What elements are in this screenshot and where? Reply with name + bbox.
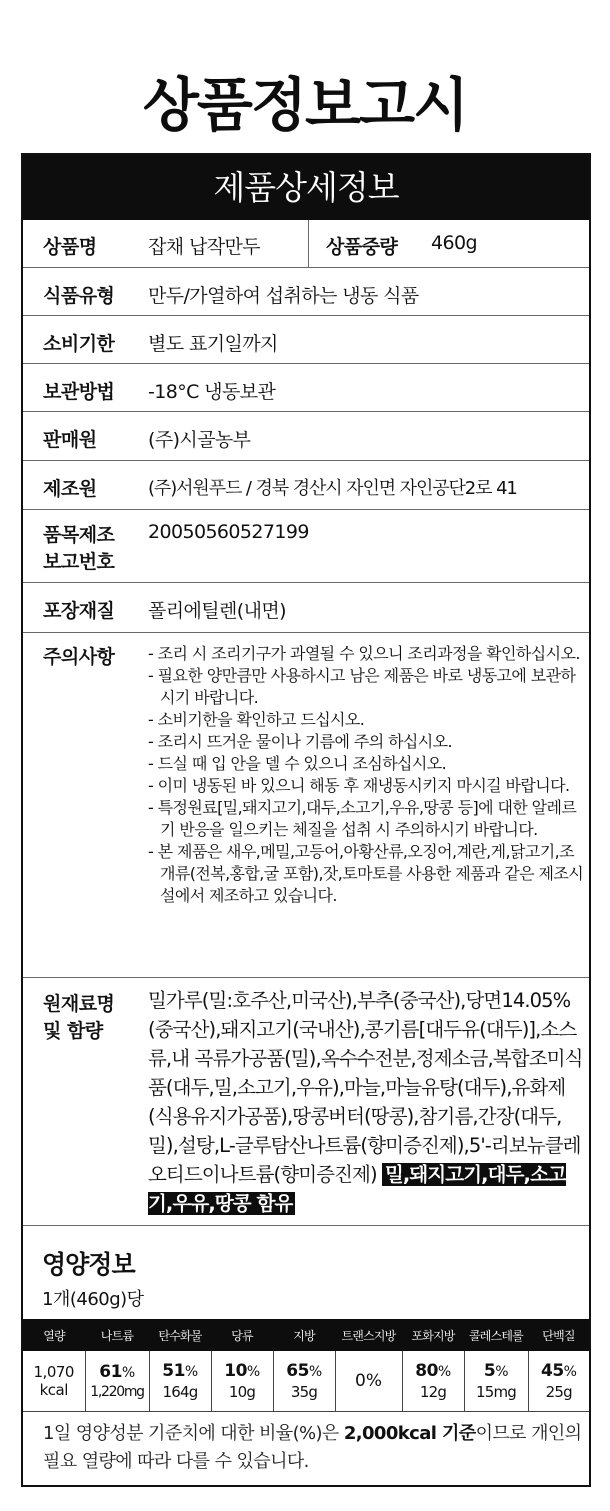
caution-item: - 소비기한을 확인하고 드십시오. bbox=[148, 710, 365, 729]
nutrition-table bbox=[23, 1319, 589, 1412]
caution-item: - 필요한 양만큼만 사용하시고 남은 제품은 바로 냉동고에 보관하시기 바랍니다. bbox=[148, 666, 576, 707]
nutrition-header-sat-fat: 포화지방 bbox=[402, 1319, 464, 1351]
expiry-value: 별도 표기일까지 bbox=[148, 333, 278, 355]
nutrition-header-energy: 열량 bbox=[23, 1319, 85, 1351]
row-product-name bbox=[23, 220, 589, 268]
seller-label: 판매원 bbox=[43, 429, 97, 451]
weight-value: 460g bbox=[431, 232, 477, 254]
row-storage bbox=[23, 364, 589, 412]
row-ingredients bbox=[23, 978, 589, 1215]
ingredients-label-line2: 및 함량 bbox=[43, 1020, 103, 1042]
ingredients-label-line1: 원재료명 bbox=[43, 993, 115, 1015]
nutrition-header-fat: 지방 bbox=[273, 1319, 335, 1351]
energy-unit: kcal bbox=[39, 1380, 68, 1399]
report-number-label-line1: 품목제조 bbox=[43, 524, 115, 546]
caution-item: - 이미 냉동된 바 있으니 해동 후 재냉동시키지 마시길 바랍니다. bbox=[148, 776, 570, 795]
nutrition-header-trans-fat: 트랜스지방 bbox=[335, 1319, 402, 1351]
percent-sign: % bbox=[184, 1363, 198, 1380]
sat-fat-pct: 80 bbox=[415, 1360, 438, 1381]
manufacturer-label: 제조원 bbox=[43, 478, 97, 500]
ingredients-list: 밀가루(밀:호주산,미국산),부추(중국산),당면14.05%(중국산),돼지고기(국내산),콩기름[대두유(대두)],소스류,내 곡류가공품(밀),옥수수전분,정제소금,복합조미식품(대두,밀,소고기,우유),마늘,마늘유탕(대두),유화제(식용유지가공품),땅콩버터(땅콩),참기름,간장(대두,밀),설탕,L-글루탐산나트륨(향미증진제),5'-리보뉴클레오티드이나트륨(향미증진제) bbox=[148, 989, 583, 1186]
percent-sign: % bbox=[437, 1363, 451, 1380]
seller-value: (주)시골농부 bbox=[148, 429, 251, 451]
food-type-label: 식품유형 bbox=[43, 285, 115, 307]
nutrition-cell-cholesterol bbox=[464, 1351, 528, 1411]
caution-item: - 본 제품은 새우,메밀,고등어,아황산류,오징어,계란,게,닭고기,조개류(전복,홍합,굴 포함),잣,토마토를 사용한 제품과 같은 제조시설에서 제조하고 있습니다. bbox=[148, 842, 584, 905]
nutrition-footnote bbox=[43, 1420, 588, 1476]
sodium-pct: 61 bbox=[99, 1361, 122, 1382]
row-packaging bbox=[23, 583, 589, 633]
ingredients-text bbox=[148, 986, 588, 1218]
caution-item: - 조리시 뜨거운 물이나 기름에 주의 하십시오. bbox=[148, 732, 452, 751]
page-title: 상품정보고시 bbox=[142, 71, 468, 139]
nutrition-cell-energy bbox=[23, 1351, 85, 1411]
footnote-text-post: 이므로 개인의 필요 열량에 따라 다를 수 있습니다. bbox=[43, 1423, 582, 1472]
nutrition-title: 영양정보 bbox=[42, 1250, 135, 1279]
caution-item: - 특정원료[밀,돼지고기,대두,소고기,우유,땅콩 등]에 대한 알레르기 반응을 일으키는 체질을 섭취 시 주의하시기 바랍니다. bbox=[148, 798, 577, 839]
food-type-value: 만두/가열하여 섭취하는 냉동 식품 bbox=[148, 285, 419, 307]
allergen-notice: 밀,돼지고기,대두,소고기,우유,땅콩 함유 bbox=[148, 1163, 566, 1215]
row-divider bbox=[308, 220, 309, 267]
report-number-value: 20050560527199 bbox=[148, 521, 309, 543]
percent-sign: % bbox=[121, 1364, 135, 1381]
product-name-value: 잡채 납작만두 bbox=[148, 236, 260, 258]
sugars-pct: 10 bbox=[224, 1360, 247, 1381]
percent-sign: % bbox=[495, 1363, 509, 1380]
storage-label: 보관방법 bbox=[43, 381, 115, 403]
cautions-list bbox=[148, 643, 588, 907]
row-expiry bbox=[23, 316, 589, 364]
packaging-label: 포장재질 bbox=[43, 600, 115, 622]
percent-sign: % bbox=[563, 1363, 577, 1380]
row-cautions bbox=[23, 633, 589, 978]
product-info-table bbox=[21, 153, 591, 1487]
report-number-label-line2: 보고번호 bbox=[43, 551, 115, 573]
nutrition-header-cholesterol: 콜레스테롤 bbox=[464, 1319, 528, 1351]
manufacturer-value: (주)서원푸드 / 경북 경산시 자인면 자인공단2로 41 bbox=[148, 478, 517, 499]
packaging-value: 폴리에틸렌(내면) bbox=[148, 600, 286, 622]
fat-amount: 35g bbox=[290, 1382, 318, 1401]
caution-item: - 드실 때 입 안을 델 수 있으니 조심하십시오. bbox=[148, 754, 447, 773]
carbs-pct: 51 bbox=[162, 1360, 185, 1381]
sodium-amount: 1,220mg bbox=[90, 1383, 144, 1400]
row-report-number bbox=[23, 510, 589, 583]
nutrition-cell-sugars bbox=[211, 1351, 273, 1411]
nutrition-cell-sodium bbox=[85, 1351, 149, 1411]
nutrition-cell-fat bbox=[273, 1351, 335, 1411]
percent-sign: % bbox=[246, 1363, 260, 1380]
cautions-label: 주의사항 bbox=[43, 646, 115, 668]
nutrition-cell-sat-fat bbox=[402, 1351, 464, 1411]
trans-fat-value: 0% bbox=[355, 1370, 382, 1391]
nutrition-header-sodium: 나트륨 bbox=[85, 1319, 149, 1351]
footnote-text-pre: 1일 영양성분 기준치에 대한 비율(%)은 bbox=[43, 1423, 344, 1444]
footnote-text-bold: 2,000kcal 기준 bbox=[343, 1423, 476, 1444]
percent-sign: % bbox=[308, 1363, 322, 1380]
ingredients-bottom-rule bbox=[23, 1225, 589, 1226]
expiry-label: 소비기한 bbox=[43, 333, 115, 355]
carbs-amount: 164g bbox=[162, 1382, 198, 1401]
nutrition-cell-trans-fat bbox=[335, 1351, 402, 1411]
nutrition-cell-carbs bbox=[149, 1351, 211, 1411]
storage-value: -18°C 냉동보관 bbox=[148, 381, 276, 403]
row-seller bbox=[23, 412, 589, 461]
caution-item: - 조리 시 조리기구가 과열될 수 있으니 조리과정을 확인하십시오. bbox=[148, 644, 580, 663]
cholesterol-pct: 5 bbox=[483, 1360, 496, 1381]
row-food-type bbox=[23, 268, 589, 316]
row-manufacturer bbox=[23, 461, 589, 510]
nutrition-header-protein: 단백질 bbox=[528, 1319, 589, 1351]
fat-pct: 65 bbox=[286, 1360, 309, 1381]
protein-amount: 25g bbox=[545, 1382, 572, 1401]
sugars-amount: 10g bbox=[228, 1382, 256, 1401]
energy-value: 1,070 bbox=[33, 1362, 74, 1381]
nutrition-header-carbs: 탄수화물 bbox=[149, 1319, 211, 1351]
sat-fat-amount: 12g bbox=[419, 1382, 447, 1401]
nutrition-cell-protein bbox=[528, 1351, 589, 1411]
weight-label: 상품중량 bbox=[326, 236, 398, 258]
product-name-label: 상품명 bbox=[43, 236, 97, 258]
section-banner: 제품상세정보 bbox=[23, 155, 589, 220]
nutrition-header-sugars: 당류 bbox=[211, 1319, 273, 1351]
protein-pct: 45 bbox=[541, 1360, 564, 1381]
nutrition-serving: 1개(460g)당 bbox=[42, 1289, 144, 1310]
cholesterol-amount: 15mg bbox=[475, 1382, 517, 1401]
